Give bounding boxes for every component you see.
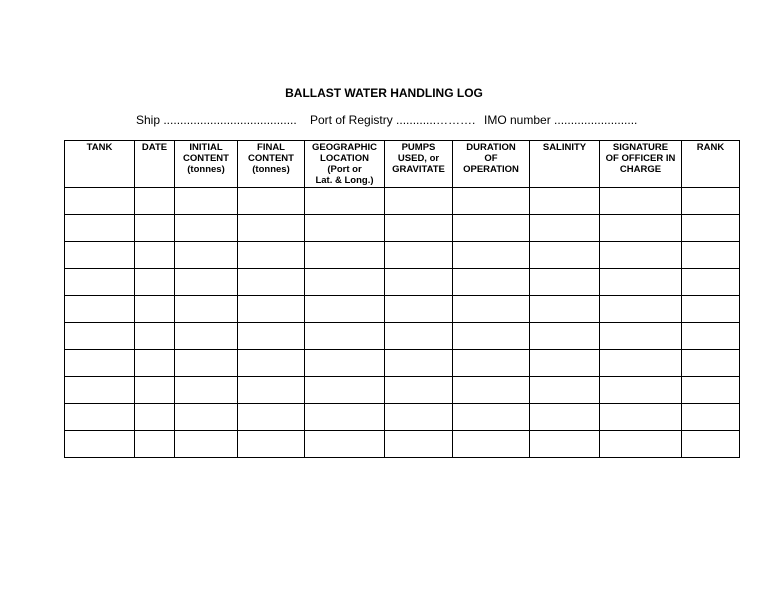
- cell-initial-content[interactable]: [175, 431, 238, 458]
- table-row: [65, 269, 740, 296]
- cell-rank[interactable]: [682, 269, 740, 296]
- cell-pumps-used[interactable]: [385, 323, 453, 350]
- cell-geographic-location[interactable]: [305, 188, 385, 215]
- cell-date[interactable]: [135, 377, 175, 404]
- cell-geographic-location[interactable]: [305, 323, 385, 350]
- column-header-pumps-used: PUMPS USED, or GRAVITATE: [385, 141, 453, 188]
- table-row: [65, 404, 740, 431]
- cell-date[interactable]: [135, 404, 175, 431]
- column-header-initial-content: INITIAL CONTENT (tonnes): [175, 141, 238, 188]
- cell-salinity[interactable]: [530, 296, 600, 323]
- cell-signature[interactable]: [600, 188, 682, 215]
- column-header-salinity: SALINITY: [530, 141, 600, 188]
- table-row: [65, 215, 740, 242]
- cell-date[interactable]: [135, 188, 175, 215]
- cell-pumps-used[interactable]: [385, 377, 453, 404]
- cell-rank[interactable]: [682, 242, 740, 269]
- table-row: [65, 350, 740, 377]
- cell-duration[interactable]: [453, 296, 530, 323]
- cell-tank[interactable]: [65, 404, 135, 431]
- cell-duration[interactable]: [453, 323, 530, 350]
- cell-rank[interactable]: [682, 431, 740, 458]
- cell-signature[interactable]: [600, 215, 682, 242]
- cell-initial-content[interactable]: [175, 350, 238, 377]
- cell-date[interactable]: [135, 215, 175, 242]
- cell-geographic-location[interactable]: [305, 404, 385, 431]
- cell-pumps-used[interactable]: [385, 296, 453, 323]
- table-row: [65, 188, 740, 215]
- cell-rank[interactable]: [682, 215, 740, 242]
- cell-geographic-location[interactable]: [305, 242, 385, 269]
- column-header-geographic-location: GEOGRAPHIC LOCATION (Port or Lat. & Long.): [305, 141, 385, 188]
- cell-pumps-used[interactable]: [385, 215, 453, 242]
- cell-tank[interactable]: [65, 215, 135, 242]
- cell-final-content[interactable]: [238, 431, 305, 458]
- column-header-date: DATE: [135, 141, 175, 188]
- cell-duration[interactable]: [453, 404, 530, 431]
- cell-duration[interactable]: [453, 431, 530, 458]
- cell-salinity[interactable]: [530, 188, 600, 215]
- cell-initial-content[interactable]: [175, 404, 238, 431]
- cell-geographic-location[interactable]: [305, 215, 385, 242]
- cell-tank[interactable]: [65, 242, 135, 269]
- cell-geographic-location[interactable]: [305, 431, 385, 458]
- cell-duration[interactable]: [453, 188, 530, 215]
- cell-pumps-used[interactable]: [385, 350, 453, 377]
- imo-number-field[interactable]: IMO number .........................: [484, 113, 638, 127]
- cell-final-content[interactable]: [238, 215, 305, 242]
- cell-date[interactable]: [135, 296, 175, 323]
- cell-signature[interactable]: [600, 296, 682, 323]
- cell-rank[interactable]: [682, 296, 740, 323]
- cell-pumps-used[interactable]: [385, 242, 453, 269]
- cell-tank[interactable]: [65, 431, 135, 458]
- cell-pumps-used[interactable]: [385, 188, 453, 215]
- port-of-registry-field[interactable]: Port of Registry ............……….: [310, 113, 476, 127]
- cell-duration[interactable]: [453, 215, 530, 242]
- column-header-duration: DURATION OF OPERATION: [453, 141, 530, 188]
- cell-signature[interactable]: [600, 350, 682, 377]
- table-row: [65, 431, 740, 458]
- table-row: [65, 323, 740, 350]
- cell-rank[interactable]: [682, 323, 740, 350]
- cell-final-content[interactable]: [238, 404, 305, 431]
- cell-signature[interactable]: [600, 269, 682, 296]
- cell-duration[interactable]: [453, 269, 530, 296]
- cell-signature[interactable]: [600, 242, 682, 269]
- cell-duration[interactable]: [453, 350, 530, 377]
- cell-salinity[interactable]: [530, 269, 600, 296]
- cell-date[interactable]: [135, 431, 175, 458]
- cell-duration[interactable]: [453, 242, 530, 269]
- cell-signature[interactable]: [600, 377, 682, 404]
- cell-initial-content[interactable]: [175, 377, 238, 404]
- cell-tank[interactable]: [65, 296, 135, 323]
- cell-pumps-used[interactable]: [385, 431, 453, 458]
- cell-tank[interactable]: [65, 323, 135, 350]
- column-header-tank: TANK: [65, 141, 135, 188]
- cell-salinity[interactable]: [530, 404, 600, 431]
- cell-salinity[interactable]: [530, 242, 600, 269]
- cell-tank[interactable]: [65, 377, 135, 404]
- cell-geographic-location[interactable]: [305, 269, 385, 296]
- cell-final-content[interactable]: [238, 242, 305, 269]
- cell-final-content[interactable]: [238, 350, 305, 377]
- cell-pumps-used[interactable]: [385, 404, 453, 431]
- cell-initial-content[interactable]: [175, 215, 238, 242]
- cell-date[interactable]: [135, 323, 175, 350]
- cell-date[interactable]: [135, 242, 175, 269]
- table-header-row: [65, 141, 740, 188]
- cell-final-content[interactable]: [238, 323, 305, 350]
- table-row: [65, 296, 740, 323]
- ship-field[interactable]: Ship ........................................: [136, 113, 297, 127]
- cell-final-content[interactable]: [238, 377, 305, 404]
- cell-salinity[interactable]: [530, 323, 600, 350]
- cell-rank[interactable]: [682, 377, 740, 404]
- cell-tank[interactable]: [65, 188, 135, 215]
- cell-date[interactable]: [135, 269, 175, 296]
- cell-rank[interactable]: [682, 350, 740, 377]
- cell-geographic-location[interactable]: [305, 377, 385, 404]
- cell-signature[interactable]: [600, 323, 682, 350]
- cell-tank[interactable]: [65, 350, 135, 377]
- page-title: BALLAST WATER HANDLING LOG: [285, 86, 483, 100]
- cell-geographic-location[interactable]: [305, 350, 385, 377]
- cell-signature[interactable]: [600, 431, 682, 458]
- ballast-log-table: [64, 140, 740, 458]
- cell-geographic-location[interactable]: [305, 296, 385, 323]
- column-header-signature: SIGNATURE OF OFFICER IN CHARGE: [600, 141, 682, 188]
- cell-pumps-used[interactable]: [385, 269, 453, 296]
- cell-tank[interactable]: [65, 269, 135, 296]
- cell-salinity[interactable]: [530, 377, 600, 404]
- table-body: [65, 188, 740, 458]
- cell-initial-content[interactable]: [175, 296, 238, 323]
- cell-rank[interactable]: [682, 404, 740, 431]
- column-header-final-content: FINAL CONTENT (tonnes): [238, 141, 305, 188]
- cell-salinity[interactable]: [530, 431, 600, 458]
- cell-duration[interactable]: [453, 377, 530, 404]
- table-row: [65, 377, 740, 404]
- cell-final-content[interactable]: [238, 269, 305, 296]
- cell-rank[interactable]: [682, 188, 740, 215]
- cell-initial-content[interactable]: [175, 269, 238, 296]
- cell-final-content[interactable]: [238, 296, 305, 323]
- cell-initial-content[interactable]: [175, 242, 238, 269]
- cell-initial-content[interactable]: [175, 323, 238, 350]
- cell-signature[interactable]: [600, 404, 682, 431]
- cell-salinity[interactable]: [530, 350, 600, 377]
- cell-salinity[interactable]: [530, 215, 600, 242]
- column-header-rank: RANK: [682, 141, 740, 188]
- cell-date[interactable]: [135, 350, 175, 377]
- table-row: [65, 242, 740, 269]
- cell-initial-content[interactable]: [175, 188, 238, 215]
- cell-final-content[interactable]: [238, 188, 305, 215]
